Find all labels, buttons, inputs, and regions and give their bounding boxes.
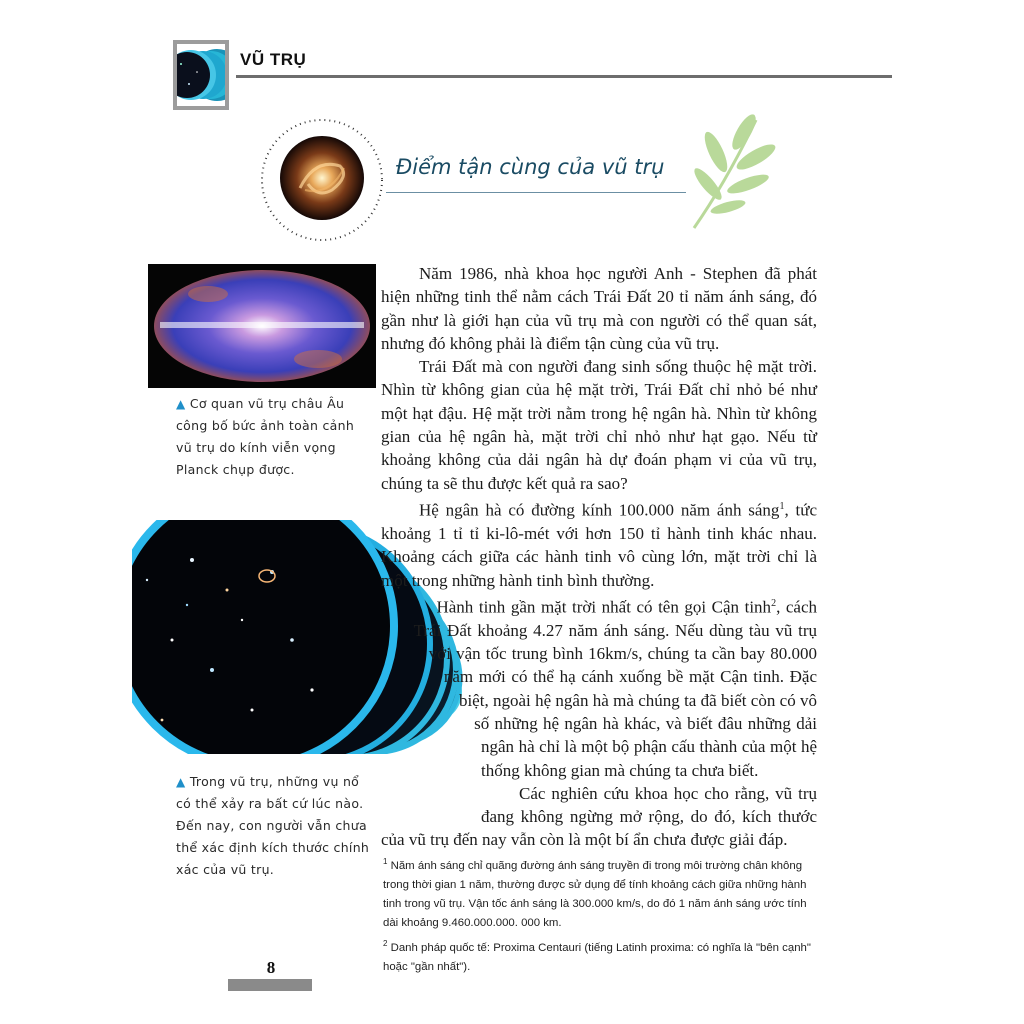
- caption-universe: [176, 771, 372, 881]
- text-span: , cách Trái Đất khoảng 4.27 năm ánh sáng. Nếu dùng tàu vũ trụ với vận tốc trung bình 16km/s, chúng ta cần bay 80.000 năm mới có thể hạ cánh xuống bề mặt Cận tinh. Đặc biệt, ngoài hệ ngân hà mà chúng ta đã biết còn có vô số những hệ ngân hà khác, và biết đâu những dải ngân hà chỉ là một bộ phận cấu thành của một hệ thống không gian mà chúng ta chưa biết.: [413, 597, 818, 780]
- title-underline: [386, 192, 686, 193]
- text-span: Hành tinh gần mặt trời nhất có tên gọi Cận tinh: [436, 597, 772, 617]
- article-body: [381, 262, 817, 852]
- paragraph: Năm 1986, nhà khoa học người Anh - Stephen đã phát hiện những tinh thể nằm cách Trái Đất 20 tỉ năm ánh sáng, đó gần như là giới hạn của vũ trụ mà con người có thể quan sát, nhưng đó không phải là điểm tận cùng của vũ trụ.: [381, 264, 817, 353]
- triangle-marker-icon: ▲: [176, 775, 186, 789]
- footnote-ref: 1: [779, 500, 785, 512]
- footnote: [380, 934, 822, 977]
- triangle-marker-icon: ▲: [176, 397, 186, 411]
- leaf-decoration: [686, 112, 786, 237]
- page-number: 8: [266, 958, 276, 977]
- paragraph: [381, 592, 817, 782]
- section-title: Điểm tận cùng của vũ trụ: [396, 155, 665, 179]
- chapter-title: VŨ TRỤ: [240, 50, 307, 69]
- paragraph: Trái Đất mà con người đang sinh sống thuộc hệ mặt trời. Nhìn từ không gian của hệ mặt trời, Trái Đất chỉ nhỏ bé như một hạt đậu. Hệ mặt trời nằm trong hệ ngân hà. Nhìn từ không gian của hệ ngân hà, mặt trời chỉ nhỏ như hạt gạo. Nếu từ khoảng không của dải ngân hà dự đoán phạm vi của vũ trụ, chúng ta sẽ thu được kết quả ra sao?: [381, 357, 817, 493]
- caption-planck: [176, 393, 366, 481]
- planck-sky-map-image: [148, 264, 376, 393]
- footnote-number: 1: [383, 857, 388, 866]
- paragraph: Các nghiên cứu khoa học cho rằng, vũ trụ đang không ngừng mở rộng, do đó, kích thước của vũ trụ đến nay vẫn còn là một bí ẩn chưa được giải đáp.: [381, 783, 817, 850]
- footnote-text: Năm ánh sáng chỉ quãng đường ánh sáng truyền đi trong môi trường chân không trong thời gian 1 năm, thường được sử dụng để tính khoảng cách giữa những hành tinh trong vũ trụ. Vận tốc ánh sáng là 300.000 km/s, do đó 1 năm ánh sáng ước tính dài khoảng 9.460.000.000. 000 km.: [383, 859, 807, 930]
- text-span: Hệ ngân hà có đường kính 100.000 năm ánh sáng: [419, 500, 780, 520]
- text-span: , tức khoảng 1 tỉ tỉ ki-lô-mét với hơn 150 tỉ hành tinh khác nhau. Khoảng cách giữa các hành tinh vô cùng lớn, mặt trời chỉ là một trong những hành tinh bình thường.: [381, 500, 817, 590]
- caption-text: Trong vũ trụ, những vụ nổ có thể xảy ra bất cứ lúc nào. Đến nay, con người vẫn chưa thể xác định kích thước chính xác của vũ trụ.: [176, 774, 370, 877]
- footnote: [380, 852, 822, 934]
- caption-text: Cơ quan vũ trụ châu Âu công bố bức ảnh toàn cảnh vũ trụ do kính viễn vọng Planck chụp được.: [176, 396, 355, 477]
- chapter-thumbnail: [173, 40, 229, 110]
- footnote-ref: 2: [771, 597, 777, 609]
- galaxy-badge: [260, 118, 384, 247]
- footnote-text: Danh pháp quốc tế: Proxima Centauri (tiếng Latinh proxima: có nghĩa là "bên cạnh" hoặc "gần nhất").: [383, 941, 811, 973]
- paragraph: [381, 495, 817, 592]
- header-rule: [236, 75, 892, 78]
- footnote-number: 2: [383, 938, 388, 948]
- footnotes: [380, 852, 822, 977]
- page-number-bar: [228, 979, 312, 991]
